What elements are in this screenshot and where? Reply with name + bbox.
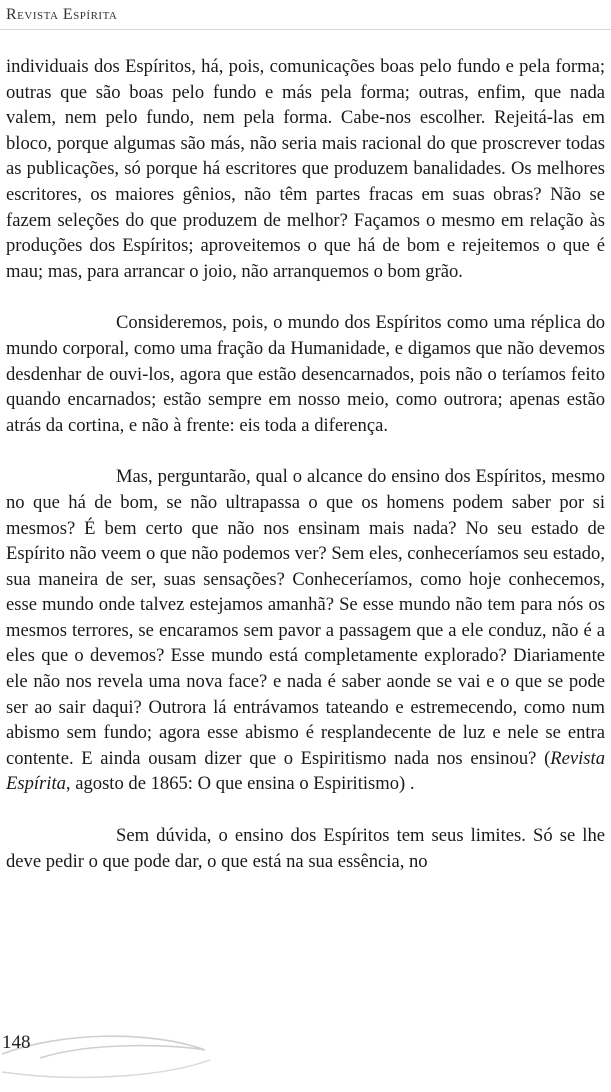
- running-header: Revista Espírita: [6, 6, 118, 23]
- paragraph-3: [6, 464, 605, 797]
- paragraph-3-citation-tail: , agosto de 1865: O que ensina o Espiritismo) .: [65, 773, 415, 795]
- paragraph-1: individuais dos Espíritos, há, pois, comunicações boas pelo fundo e pela forma; outras que são boas pelo fundo e más pela forma; outras, enfim, que nada valem, nem pelo fundo, nem pela forma. Cabe-nos escolher. Rejeitá-las em bloco, porque algumas são más, não seria mais racional do que proscrever todas as publicações, só porque há escritores que produzem banalidades. Os melhores escritores, os maiores gênios, não têm partes fracas em suas obras? Não se fazem seleções do que produzem de melhor? Façamos o mesmo em relação às produções dos Espíritos; aproveitemos o que há de bom e rejeitemos o que é mau; mas, para arrancar o joio, não arranquemos o bom grão.: [6, 56, 605, 282]
- paragraph-3-text: Mas, perguntarão, qual o alcance do ensino dos Espíritos, mesmo no que há de bom, se não ultrapassa o que os homens podem saber por si mesmos? É bem certo que não nos ensinam mais nada? No seu estado de Espírito não veem o que não podemos ver? Sem eles, conheceríamos seu estado, sua maneira de ser, suas sensações? Conheceríamos, como hoje conhecemos, esse mundo onde talvez estejamos amanhã? Se esse mundo não tem para nós os mesmos terrores, se encaramos sem pavor a passagem que a ele conduz, não é a eles que o devemos? Esse mundo está completamente explorado? Diariamente ele não nos revela uma nova face? e nada é saber aonde se vai e o que se pode ser ao sair daqui? Outrora lá entrávamos tateando e estremecendo, como num abismo sem fundo; agora esse abismo é resplandecente de luz e nele se entra contente. E ainda ousam dizer que o Espiritismo nada nos ensinou? (: [6, 466, 605, 769]
- body-text: [6, 54, 605, 900]
- folio-swoosh-ornament: [0, 1024, 230, 1084]
- paragraph-4: Sem dúvida, o ensino dos Espíritos tem seus limites. Só se lhe deve pedir o que pode dar, o que está na sua essência, no: [6, 825, 605, 872]
- page-footer: [0, 1024, 611, 1092]
- paragraph-2: Consideremos, pois, o mundo dos Espíritos como uma réplica do mundo corporal, como uma fração da Humanidade, e digamos que não devemos desdenhar de ouvi-los, agora que estão desencarnados, pois não o teríamos feito quando encarnados; estão sempre em nosso meio, como outrora; apenas estão atrás da cortina, e não à frente: eis toda a diferença.: [6, 312, 605, 436]
- page-number: 148: [2, 1032, 31, 1053]
- citation-title: Revista Espírita: [6, 747, 605, 795]
- header-divider: [0, 29, 611, 30]
